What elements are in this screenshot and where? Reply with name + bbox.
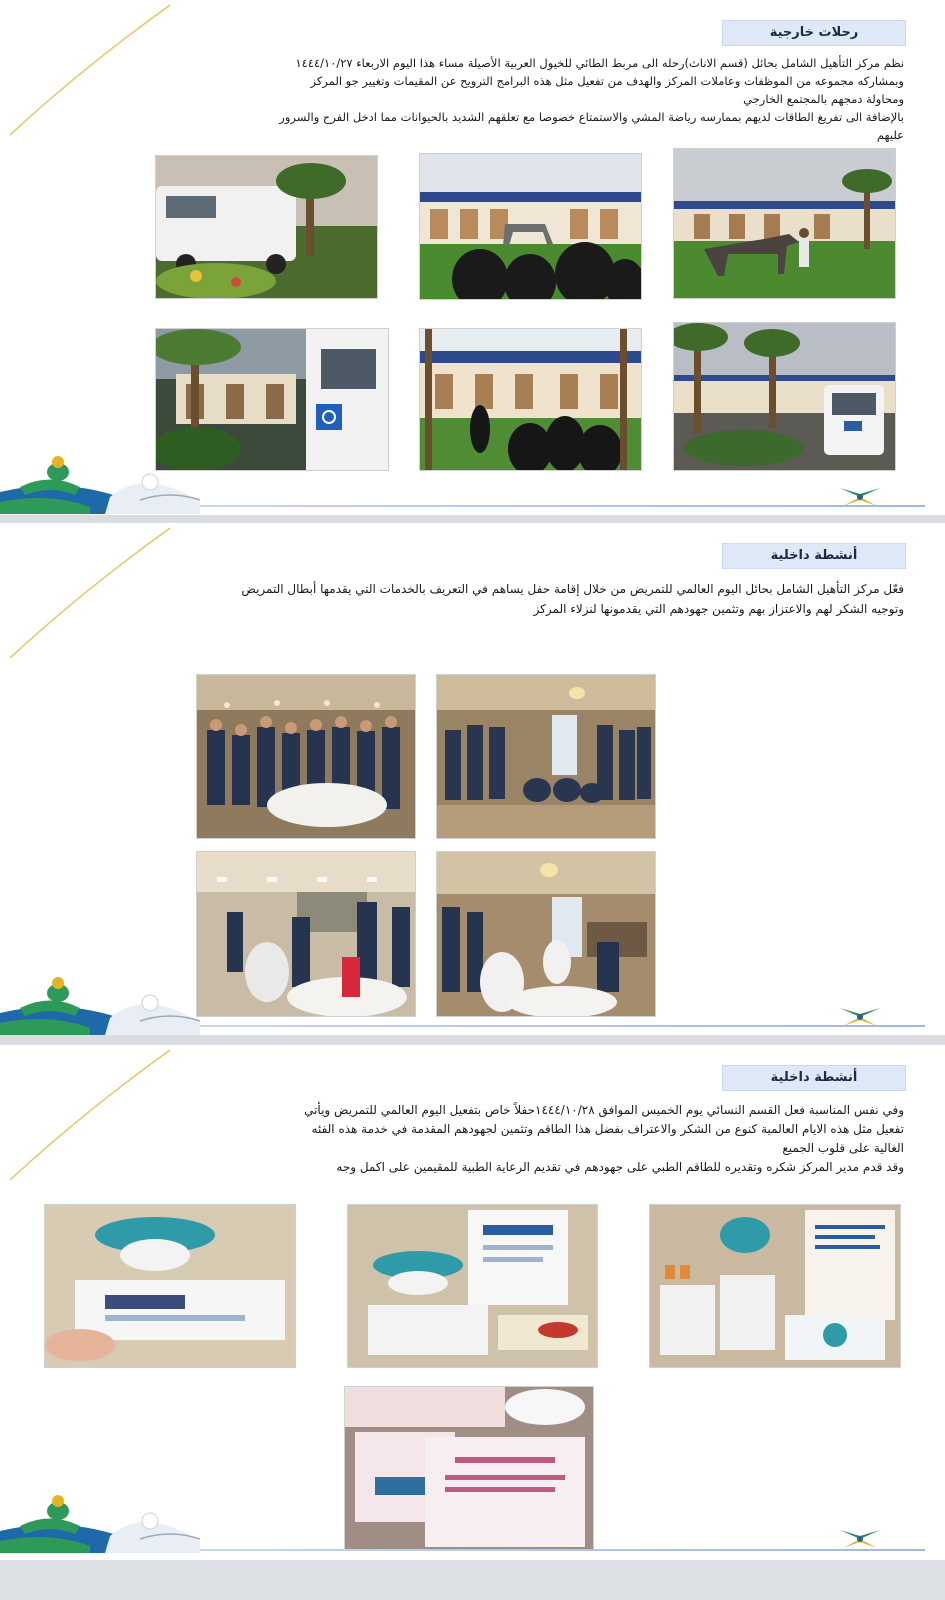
paragraph-line: ومحاولة دمجهم بالمجتمع الخارجي xyxy=(743,92,904,106)
photo-gift-cards-flowers xyxy=(44,1204,296,1368)
paragraph-line: وقد قدم مدير المركز شكره وتقديره للطاقم الطبي على جهودهم في تقديم الرعاية الطبية للمقيمين على اكمل وجه xyxy=(336,1160,904,1174)
section-heading-internal-activities: أنشطة داخلية xyxy=(722,543,906,569)
decorative-swoosh xyxy=(0,523,200,673)
paragraph-line: عليهم xyxy=(876,128,904,142)
report-page-1 xyxy=(0,0,945,515)
photo-women-in-courtyard xyxy=(419,328,642,471)
section-text-internal-activities xyxy=(200,579,904,619)
page-separator xyxy=(0,515,945,523)
photo-wheelchair-van xyxy=(155,328,389,471)
section-heading-internal-activities: أنشطة داخلية xyxy=(722,1065,906,1091)
paragraph-line: فعّل مركز التأهيل الشامل بحائل اليوم العالمي للتمريض من خلال إقامة حفل يساهم في التعريف بالخدمات التي يقدمها أبطال التمريض xyxy=(241,582,904,596)
decorative-swoosh xyxy=(0,1045,200,1195)
photo-nurses-with-patient xyxy=(196,851,416,1017)
decorative-corner-figures xyxy=(0,973,215,1035)
paragraph-line: نظم مركز التأهيل الشامل بحائل (قسم الاناث)رحله الى مربط الطائي للخيول العربية الأصيلة مساء هذا اليوم الاربعاء ١٤٤٤/١٠/٢٧ xyxy=(295,56,904,70)
report-page-3 xyxy=(0,1045,945,1600)
photo-van-and-palms xyxy=(155,155,378,299)
paragraph-line: وبمشاركه مجموعه من الموظفات وعاملات المركز والهدف من تفعيل مثل هذه البرامج الترويح عن المقيمات وتغيير جو المركز xyxy=(310,74,904,88)
photo-van-on-driveway xyxy=(673,322,896,471)
photo-horse-at-stable xyxy=(673,148,896,299)
report-page-2 xyxy=(0,523,945,1035)
photo-cake-and-sweets xyxy=(649,1204,901,1368)
paragraph-line: بالإضافة الى تفريغ الطاقات لديهم بممارسه رياضة المشي والاستمتاع خصوصا مع تعلقهم الشديد بالحيوانات مما ادخل الفرح والسرور xyxy=(279,110,904,124)
page-bottom-rule xyxy=(200,505,925,507)
paragraph-line: الغالية على قلوب الجميع xyxy=(782,1141,904,1155)
paragraph-line: وفي نفس المناسبة فعل القسم النسائي يوم الخميس الموافق ١٤٤٤/١٠/٢٨حفلاً خاص بتفعيل اليوم العالمي للتمريض ويأتي xyxy=(304,1103,904,1117)
page-bottom-rule xyxy=(200,1549,925,1551)
page-separator xyxy=(0,1035,945,1045)
page-bottom-rule xyxy=(200,1025,925,1027)
photo-gift-box-card xyxy=(344,1386,594,1550)
decorative-corner-figures xyxy=(0,1491,215,1553)
section-text-nursing-day xyxy=(270,1101,904,1177)
photo-nurses-with-guests xyxy=(436,851,656,1017)
photo-nurses-group-table xyxy=(196,674,416,839)
photo-celebration-table xyxy=(347,1204,598,1368)
paragraph-line: وتوجيه الشكر لهم والاعتزاز بهم وتثمين جهودهم التي يقدمونها لنزلاء المركز xyxy=(533,602,904,616)
photo-women-watching-horse xyxy=(419,153,642,300)
page-footer-band xyxy=(0,1560,945,1600)
photo-nurses-group-hall xyxy=(436,674,656,839)
section-text-external-trips xyxy=(270,54,904,144)
decorative-swoosh xyxy=(0,0,200,150)
section-heading-external-trips: رحلات خارجية xyxy=(722,20,906,46)
paragraph-line: تفعيل مثل هذه الايام العالمية كنوع من الشكر والاعتراف بفضل هذا الطاقم وتثمين لجهودهم المقدمة في خدمة هذه الفئه xyxy=(311,1122,904,1136)
